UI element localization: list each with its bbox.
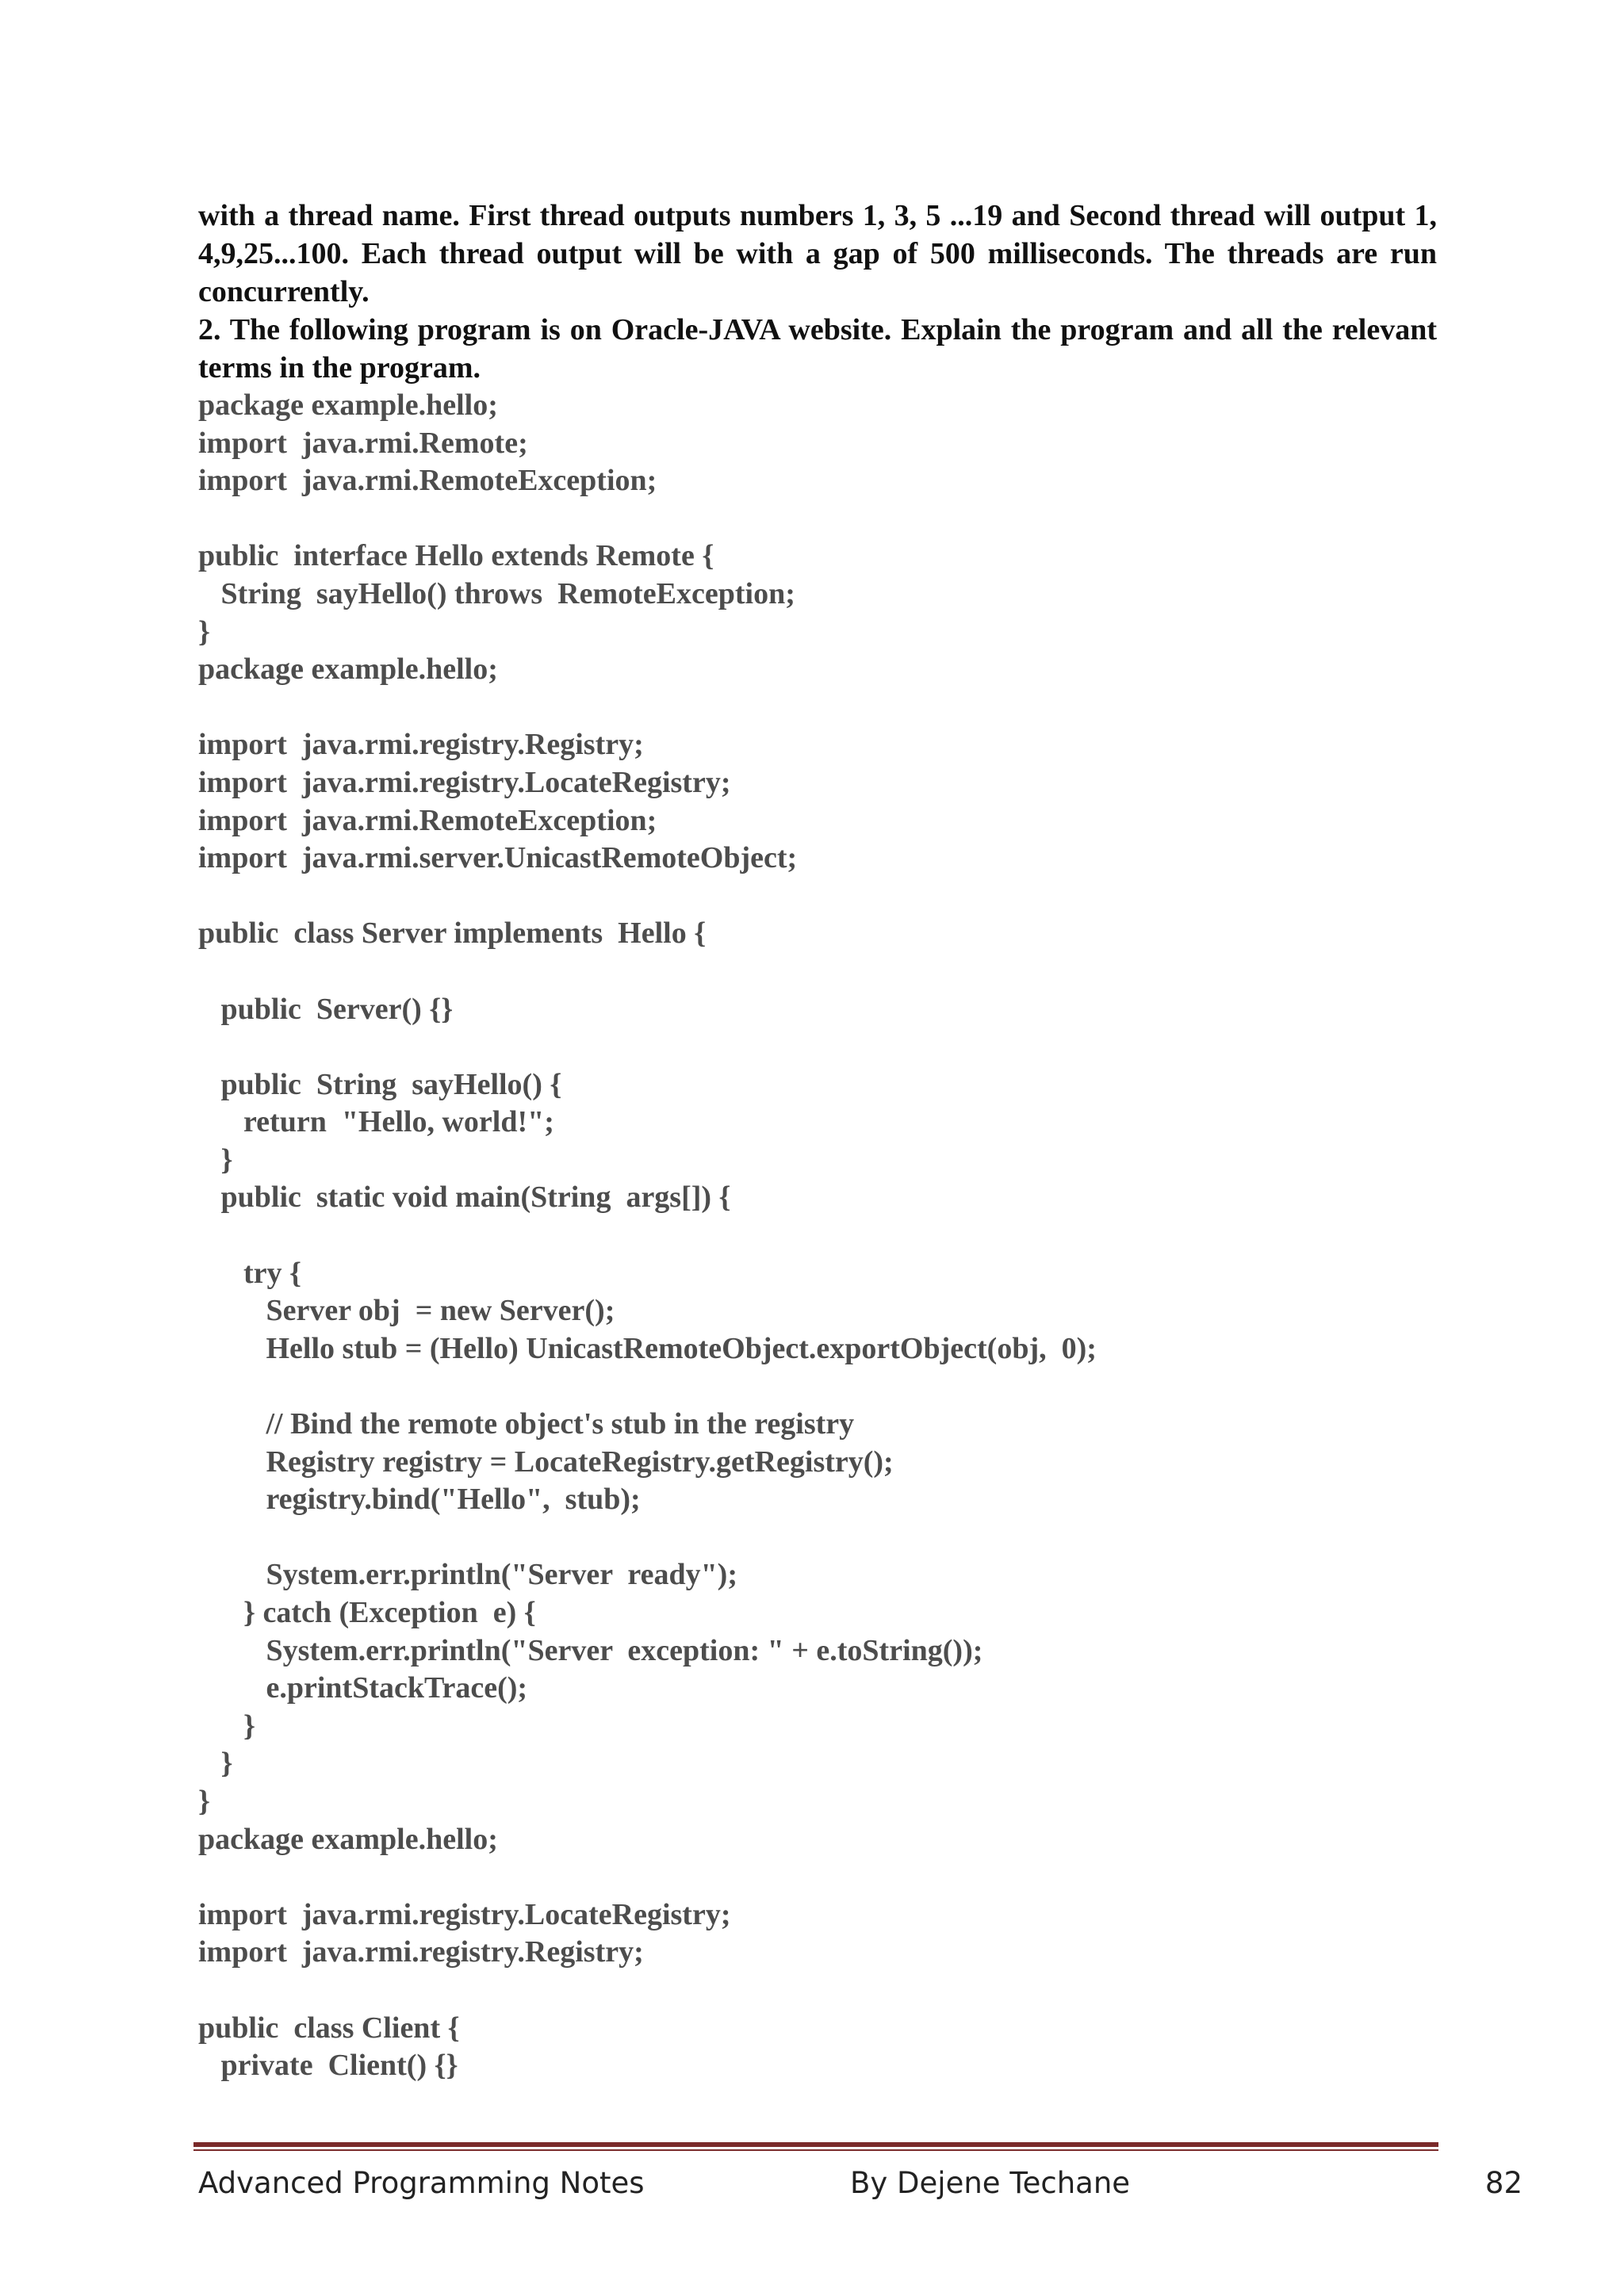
code-line: registry.bind("Hello", stub); [198,1483,641,1517]
code-line: } [198,1784,210,1818]
code-line: e.printStackTrace(); [198,1671,528,1705]
page-content [198,197,1437,2085]
page-footer [198,2166,1522,2206]
code-line: Hello stub = (Hello) UnicastRemoteObject.exportObject(obj, 0); [198,1331,1097,1365]
code-line: import java.rmi.RemoteException; [198,803,657,837]
code-line: public class Server implements Hello { [198,916,707,951]
code-line: Registry registry = LocateRegistry.getRegistry(); [198,1445,894,1479]
code-line: public String sayHello() { [198,1067,562,1101]
question-2: 2. The following program is on Oracle-JAVA website. Explain the program and all the relevant terms in the program. [198,313,1437,385]
java-code-listing [198,387,1437,2085]
code-line: import java.rmi.registry.LocateRegistry; [198,1897,731,1931]
code-line: package example.hello; [198,388,498,422]
code-line [198,1217,1437,1255]
code-line [198,1028,1437,1066]
code-line: String sayHello() throws RemoteException; [198,576,795,610]
code-line: } [198,1747,233,1781]
footer-title: Advanced Programming Notes [198,2166,645,2200]
code-line: try { [198,1256,301,1290]
code-line [198,689,1437,727]
code-line: } catch (Exception e) { [198,1596,536,1629]
code-line: } [198,1142,233,1177]
code-line: import java.rmi.server.UnicastRemoteObject; [198,841,798,875]
code-line: public Server() {} [198,992,454,1026]
code-line [198,1368,1437,1406]
footer-rule [193,2142,1438,2151]
code-line [198,1972,1437,2010]
code-line: return "Hello, world!"; [198,1105,554,1139]
code-line: public interface Hello extends Remote { [198,539,714,573]
code-line: System.err.println("Server exception: " + e.toString()); [198,1633,983,1667]
code-line: public class Client { [198,2011,460,2045]
page-number: 82 [1484,2166,1522,2200]
code-line: } [198,614,210,649]
code-line: import java.rmi.RemoteException; [198,464,657,498]
code-line [198,1858,1437,1896]
code-line: import java.rmi.registry.Registry; [198,1935,644,1969]
code-line: package example.hello; [198,652,498,687]
code-line [198,500,1437,538]
code-line: System.err.println("Server ready"); [198,1558,737,1592]
code-line: import java.rmi.registry.LocateRegistry; [198,765,731,799]
code-line: import java.rmi.registry.Registry; [198,728,644,762]
thread-exercise-continuation: with a thread name. First thread outputs numbers 1, 3, 5 ...19 and Second thread will output 1, 4,9,25...100. Each thread output will be with a gap of 500 milliseconds. The threads are run concurrently. [198,199,1437,308]
code-line [198,1519,1437,1557]
code-line: } [198,1709,255,1743]
code-line: // Bind the remote object's stub in the registry [198,1407,855,1441]
code-line: public static void main(String args[]) { [198,1181,731,1215]
code-line: Server obj = new Server(); [198,1294,615,1328]
code-line [198,953,1437,991]
code-line: private Client() {} [198,2049,458,2083]
code-line: package example.hello; [198,1822,498,1856]
footer-author: By Dejene Techane [850,2166,1131,2200]
code-line [198,878,1437,916]
code-line: import java.rmi.Remote; [198,426,528,460]
